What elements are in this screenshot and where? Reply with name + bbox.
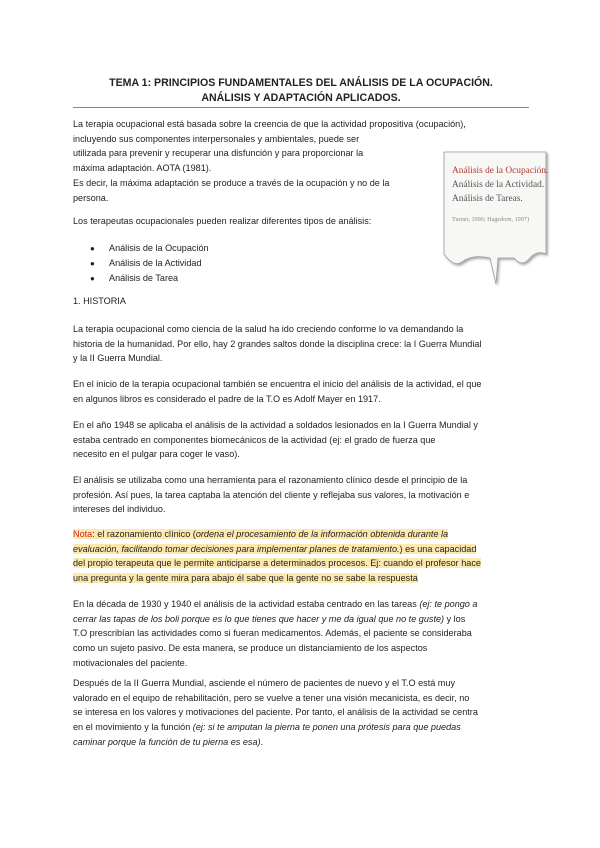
types-intro <box>73 214 371 229</box>
note-line-2 <box>73 542 481 557</box>
figure-line-actividad: Análisis de la Actividad. <box>452 180 545 190</box>
paragraph-2 <box>73 377 481 406</box>
paragraph-3 <box>73 418 478 462</box>
intro-paragraph <box>73 117 466 205</box>
p3-line-3: necesito en el pulgar para coger le vaso). <box>73 449 240 460</box>
p5-line-1 <box>73 597 477 612</box>
intro-line-6: persona. <box>73 192 109 203</box>
page-title <box>73 76 529 106</box>
figure-citation: Turner, 1996; Hagedorn, 1997) <box>452 216 530 223</box>
intro-line-5: Es decir, la máxima adaptación se produce a través de la ocupación y no de la <box>73 177 390 188</box>
p4-line-3: intereses del individuo. <box>73 504 166 515</box>
types-intro-text: Los terapeutas ocupacionales pueden realizar diferentes tipos de análisis: <box>73 216 372 226</box>
note-line-4 <box>73 571 481 586</box>
p5-text-1a: En la década de 1930 y 1940 el análisis de la actividad estaba centrado en las tareas <box>73 599 420 609</box>
p5-text-2b: y los <box>444 613 466 624</box>
note-text-1a: : el razonamiento clínico ( <box>92 529 196 539</box>
paragraph-1 <box>73 322 481 366</box>
section-heading-historia <box>73 294 126 309</box>
p3-line-2: estaba centrado en componentes biomecánicos de la actividad (ej: el grado de fuerza que <box>73 434 436 445</box>
note-text-4: una pregunta y la gente mira para abajo él sabe que la gente no se sabe la respuesta <box>73 573 418 584</box>
p5-line-4: como un sujeto pasivo. De esta manera, se produce un distanciamiento de los aspectos <box>73 643 428 654</box>
list-item <box>90 241 209 256</box>
p6-period: . <box>260 736 264 747</box>
note-italic-1: ordena el procesamiento de la información obtenida durante la <box>195 529 449 539</box>
note-line-1 <box>73 527 481 542</box>
bullet-icon: ● <box>90 259 95 269</box>
p2-line-2: en algunos libros es considerado el padre de la T.O es Adolf Mayer en 1917. <box>73 393 381 404</box>
title-line-1: TEMA 1: PRINCIPIOS FUNDAMENTALES DEL ANÁLISIS DE LA OCUPACIÓN. <box>109 77 493 89</box>
list-item-label: Análisis de la Ocupación <box>109 243 209 253</box>
p6-line-4 <box>73 720 478 735</box>
paragraph-4 <box>73 473 469 517</box>
analysis-banner-image <box>442 150 550 286</box>
list-item-label: Análisis de la Actividad <box>109 258 202 269</box>
note-italic-2: evaluación, facilitando tomar decisiones para implementar planes de tratamiento. <box>73 543 400 554</box>
note-label: Nota <box>73 529 93 539</box>
p5-line-2 <box>73 612 477 627</box>
title-line-2: ANÁLISIS Y ADAPTACIÓN APLICADOS. <box>201 92 401 104</box>
list-item <box>90 271 209 286</box>
list-item <box>90 256 209 271</box>
note-paragraph <box>73 527 481 586</box>
figure-line-ocupacion: Análisis de la Ocupación. <box>452 166 549 176</box>
bullet-icon: ● <box>90 244 95 253</box>
p4-line-1: El análisis se utilizaba como una herramienta para el razonamiento clínico desde el principio de la <box>73 475 468 485</box>
p5-italic-2: cerrar las tapas de los boli porque es lo que tienes que hacer y me da igual que no te guste) <box>73 613 445 624</box>
p2-line-1: En el inicio de la terapia ocupacional también se encuentra el inicio del análisis de la actividad, el que <box>73 379 482 389</box>
analysis-types-list <box>90 241 209 287</box>
paragraph-5 <box>73 597 477 671</box>
intro-line-1: La terapia ocupacional está basada sobre la creencia de que la actividad propositiva (ocupación), <box>73 119 466 129</box>
p1-line-2: historia de la humanidad. Por ello, hay 2 grandes saltos donde la disciplina crece: la I Guerra Mundial <box>73 338 482 349</box>
p6-line-2: valorado en el equipo de rehabilitación, pero se vuelve a tener una visión mecanicista, es decir, no <box>73 692 470 703</box>
p6-line-1: Después de la II Guerra Mundial, asciende el número de pacientes de nuevo y el T.O está muy <box>73 678 455 688</box>
bullet-icon: ● <box>90 274 95 284</box>
p6-text-4a: en el movimiento y la función <box>73 722 193 733</box>
p5-italic-1: (ej: te pongo a <box>419 599 478 609</box>
intro-line-2: incluyendo sus componentes interpersonales y ambientales, puede ser <box>73 133 360 144</box>
p3-line-1: En el año 1948 se aplicaba el análisis de la actividad a soldados lesionados en la I Guerra Mundial y <box>73 420 478 430</box>
p5-line-3: T.O prescribían las actividades como si fueran medicamentos. Además, el paciente se consideraba <box>73 628 472 639</box>
p1-line-3: y la II Guerra Mundial. <box>73 353 163 364</box>
intro-line-4: máxima adaptación. AOTA (1981). <box>73 163 212 174</box>
note-text-1b <box>196 529 448 539</box>
figure-line-tareas: Análisis de Tareas. <box>452 194 523 204</box>
intro-line-3: utilizada para prevenir y recuperar una disfunción y para proporcionar la <box>73 148 364 159</box>
paragraph-6 <box>73 676 478 750</box>
p6-line-5 <box>73 735 478 750</box>
title-divider <box>73 107 529 108</box>
p5-line-5: motivacionales del paciente. <box>73 657 188 668</box>
p4-line-2: profesión. Así pues, la tarea captaba la atención del cliente y reflejaba sus valores, la motivación e <box>73 489 470 500</box>
p6-italic-5: caminar porque la función de tu pierna es esa) <box>73 736 261 747</box>
p6-line-3: se interesa en los valores y motivaciones del paciente. Por tanto, el análisis de la actividad se centra <box>73 707 478 718</box>
note-line-3 <box>73 556 481 571</box>
p1-line-1: La terapia ocupacional como ciencia de la salud ha ido creciendo conforme lo va demandando la <box>73 324 464 334</box>
list-item-label: Análisis de Tarea <box>109 273 179 284</box>
note-text-3: del propio terapeuta que le permite anticiparse a determinados procesos. Ej: cuando el profesor hace <box>73 558 481 569</box>
note-text-2a <box>73 544 400 554</box>
p6-italic-4: (ej: si te amputan la pierna te ponen una prótesis para que puedas <box>192 722 461 733</box>
section-heading-text: 1. HISTORIA <box>73 296 126 306</box>
note-text-2b: ) es una capacidad <box>399 543 477 554</box>
